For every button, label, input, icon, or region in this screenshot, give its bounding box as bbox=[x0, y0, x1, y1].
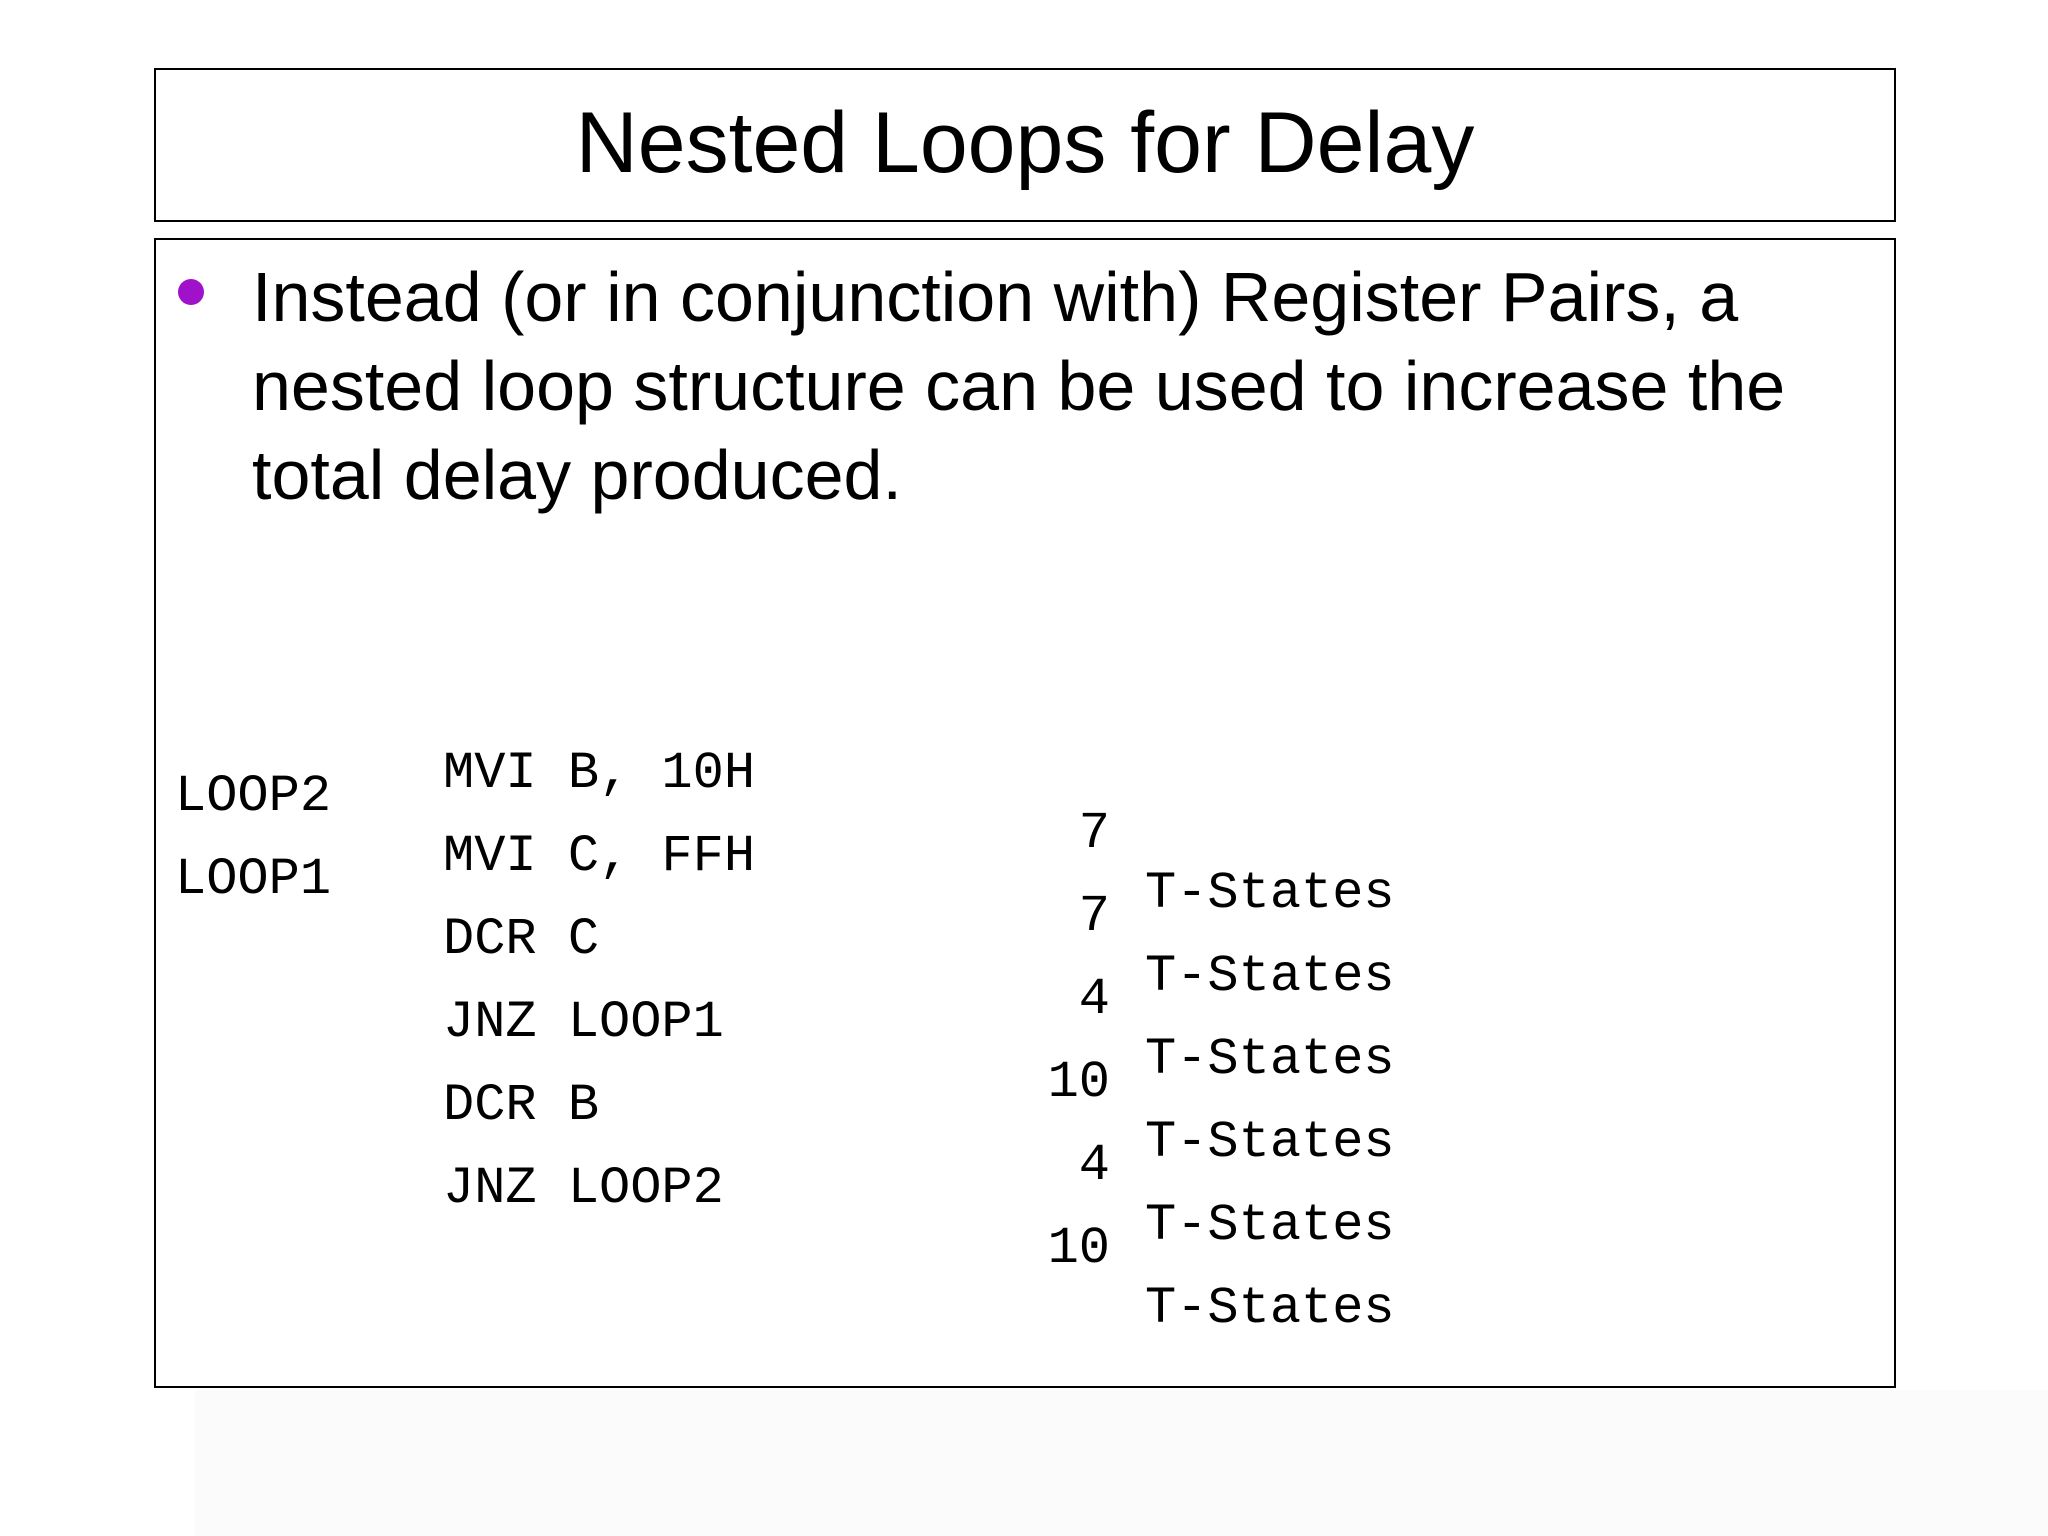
bullet-dot-icon bbox=[178, 279, 204, 305]
code-unit: T-States bbox=[1145, 864, 1395, 923]
code-unit: T-States bbox=[1145, 1279, 1395, 1338]
code-t-states: 4 bbox=[1078, 1136, 1110, 1195]
code-t-states: 4 bbox=[1078, 970, 1110, 1029]
code-instruction: MVI B, 10H bbox=[443, 744, 756, 803]
code-t-states: 10 bbox=[1047, 1053, 1110, 1112]
code-instruction: DCR B bbox=[443, 1076, 600, 1135]
title-frame bbox=[154, 68, 1896, 222]
slide-background-tint bbox=[195, 1390, 2048, 1536]
code-unit: T-States bbox=[1145, 1196, 1395, 1255]
code-t-states: 7 bbox=[1078, 887, 1110, 946]
bullet-text: Instead (or in conjunction with) Register Pairs, a nested loop structure can be used to increase the total delay produced. bbox=[252, 258, 1786, 514]
slide-title: Nested Loops for Delay bbox=[575, 95, 1475, 191]
code-instruction: JNZ LOOP1 bbox=[443, 993, 724, 1052]
code-label: LOOP1 bbox=[175, 850, 332, 909]
code-t-states: 7 bbox=[1078, 804, 1110, 863]
code-label: LOOP2 bbox=[175, 767, 332, 826]
code-instruction: DCR C bbox=[443, 910, 600, 969]
code-instruction: MVI C, FFH bbox=[443, 827, 756, 886]
code-unit: T-States bbox=[1145, 947, 1395, 1006]
code-instruction: JNZ LOOP2 bbox=[443, 1159, 724, 1218]
code-unit: T-States bbox=[1145, 1030, 1395, 1089]
code-unit: T-States bbox=[1145, 1113, 1395, 1172]
code-t-states: 10 bbox=[1047, 1219, 1110, 1278]
